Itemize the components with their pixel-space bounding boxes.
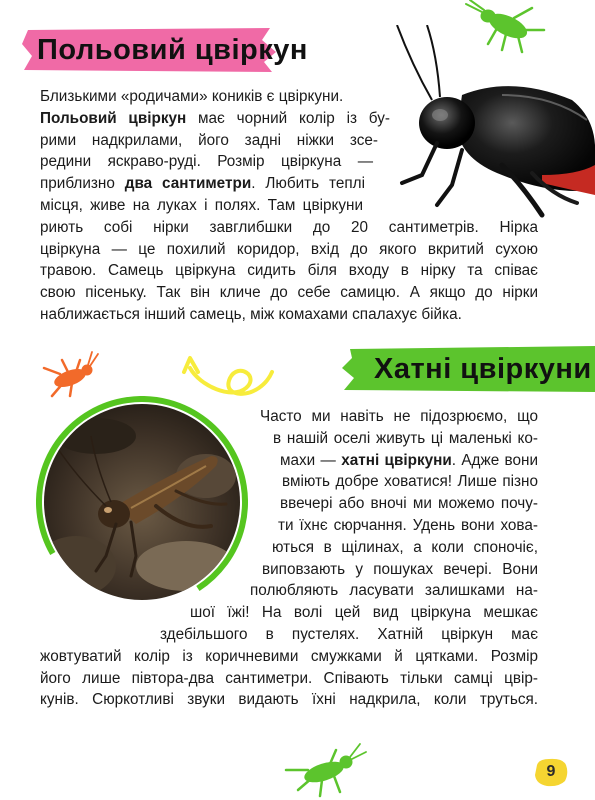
s1-line-9: травою. Самець цвіркуна сидить біля входу в нірку та співає xyxy=(40,262,538,280)
s1-line-11: наближається інший самець, між комахами спалахує бійка. xyxy=(40,305,462,323)
page-number: 9 xyxy=(546,763,556,780)
s2-line-2: в нашій оселі живуть ці маленькі ко- xyxy=(273,429,538,447)
s2-line-6: ти їхнє сюрчання. Удень вони хова- xyxy=(278,516,538,534)
s2-line-9: полюбляють ласувати залишками на- xyxy=(250,582,538,600)
s2-line-11: здебільшого в пустелях. Хатній цвіркун має xyxy=(160,625,538,643)
section2-paragraph xyxy=(40,406,538,711)
s1-line-7: риють собі нірки завглибшки до 20 сантиметрів. Нірка xyxy=(40,218,538,236)
s2-line-8: виповзають у пошуках вечері. Вони xyxy=(262,560,538,578)
section1-title: Польовий цвіркун xyxy=(37,33,308,66)
s1-line-5: приблизно два сантиметри. Любить теплі xyxy=(40,175,365,193)
page-number-badge xyxy=(533,757,569,787)
s2-line-5: ввечері або вночі ми можемо почу- xyxy=(280,495,538,513)
section2-title: Хатні цвіркуни xyxy=(374,352,592,385)
curved-arrow-icon xyxy=(180,342,280,402)
s1-line-2: Польовий цвіркун має чорний колір із бу- xyxy=(40,109,390,127)
s2-line-4: вміють добре ховатися! Лише пізно xyxy=(282,473,538,491)
s2-line-14: кунів. Сюркотливі звуки видають їхні надкрила, коли труться. xyxy=(40,691,538,709)
s2-line-10: шої їжі! На волі цей вид цвіркуна мешкає xyxy=(190,604,538,622)
s2-line-3: махи — хатні цвіркуни. Адже вони xyxy=(280,451,538,469)
s2-line-12: жовтуватий колір із коричневими смужками й цятками. Розмір xyxy=(40,647,538,665)
s2-line-13: його лише півтора-два сантиметри. Співають тільки самці цвір- xyxy=(40,669,538,687)
s1-line-4: редини яскраво-руді. Розмір цвіркуна — xyxy=(40,153,373,171)
orange-insect-icon xyxy=(40,350,100,400)
s2-line-1: Часто ми навіть не підозрюємо, що xyxy=(260,408,538,425)
s1-line-8: цвіркуна — це похилий коридор, вхід до якого вкритий сухою xyxy=(40,240,538,258)
green-beetle-bottom-icon xyxy=(280,742,370,800)
s1-line-6: місця, живе на луках і полях. Там цвіркуни xyxy=(40,196,363,214)
s1-line-1: Близькими «родичами» коників є цвіркуни. xyxy=(40,88,344,105)
s2-line-7: ються в щілинах, а коли споночіє, xyxy=(272,538,538,556)
s1-line-3: рими надкрилами, його задні ніжки зсе- xyxy=(40,131,378,149)
section1-title-banner xyxy=(20,26,308,74)
section1-paragraph xyxy=(40,86,538,326)
s1-line-10: свою пісеньку. Так він кличе до себе самицю. А якщо до нірки xyxy=(40,284,538,302)
section2-title-banner xyxy=(340,346,595,392)
